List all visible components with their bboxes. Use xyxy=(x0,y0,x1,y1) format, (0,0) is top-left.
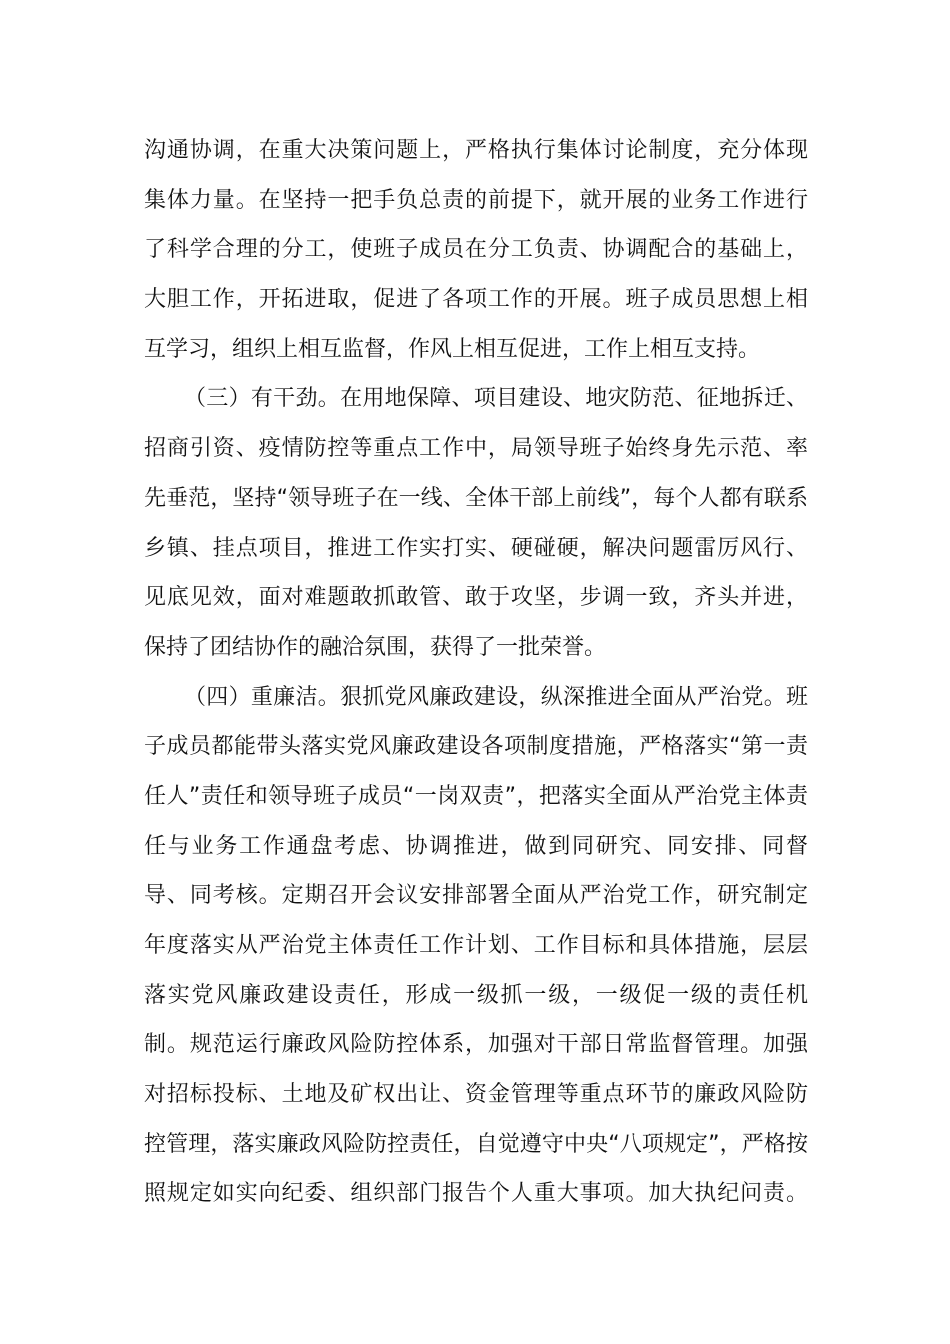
text-line: 照规定如实向纪委、组织部门报告个人重大事项。加大执纪问责。 xyxy=(144,1181,808,1207)
text-line: 年度落实从严治党主体责任工作计划、工作目标和具体措施，层层 xyxy=(144,933,808,958)
text-line: 落实党风廉政建设责任，形成一级抓一级，一级促一级的责任机 xyxy=(144,982,808,1008)
text-line: 导、同考核。定期召开会议安排部署全面从严治党工作，研究制定 xyxy=(144,883,808,909)
text-line: 沟通协调，在重大决策问题上，严格执行集体讨论制度，充分体现 xyxy=(144,138,808,163)
text-line: 招商引资、疫情防控等重点工作中，局领导班子始终身先示范、率 xyxy=(144,436,808,462)
text-line: 了科学合理的分工，使班子成员在分工负责、协调配合的基础上， xyxy=(144,237,808,263)
text-line: 见底见效，面对难题敢抓敢管、敢于攻坚，步调一致，齐头并进， xyxy=(144,585,808,611)
text-line: 任人”责任和领导班子成员“一岗双责”，把落实全面从严治党主体责 xyxy=(144,783,808,809)
text-line: 子成员都能带头落实党风廉政建设各项制度措施，严格落实“第一责 xyxy=(144,734,808,760)
text-line: 先垂范，坚持“领导班子在一线、全体干部上前线”，每个人都有联系 xyxy=(144,485,808,511)
text-line: 互学习，组织上相互监督，作风上相互促进，工作上相互支持。 xyxy=(144,336,761,362)
text-line: 大胆工作，开拓进取，促进了各项工作的开展。班子成员思想上相 xyxy=(144,287,808,313)
section-heading-line: （三）有干劲。在用地保障、项目建设、地灾防范、征地拆迁、 xyxy=(184,386,808,412)
text-line: 任与业务工作通盘考虑、协调推进，做到同研究、同安排、同督 xyxy=(144,833,808,859)
text-line: 控管理，落实廉政风险防控责任，自觉遵守中央“八项规定”，严格按 xyxy=(144,1131,808,1157)
text-line: 保持了团结协作的融洽氛围，获得了一批荣誉。 xyxy=(144,634,607,660)
text-line: 制。规范运行廉政风险防控体系，加强对干部日常监督管理。加强 xyxy=(144,1032,808,1058)
text-line: 集体力量。在坚持一把手负总责的前提下，就开展的业务工作进行 xyxy=(144,187,808,213)
document-body xyxy=(144,126,808,1219)
text-line: 对招标投标、土地及矿权出让、资金管理等重点环节的廉政风险防 xyxy=(144,1082,808,1108)
text-line: 乡镇、挂点项目，推进工作实打实、硬碰硬，解决问题雷厉风行、 xyxy=(144,535,808,561)
section-heading-line: （四）重廉洁。狠抓党风廉政建设，纵深推进全面从严治党。班 xyxy=(184,684,808,710)
